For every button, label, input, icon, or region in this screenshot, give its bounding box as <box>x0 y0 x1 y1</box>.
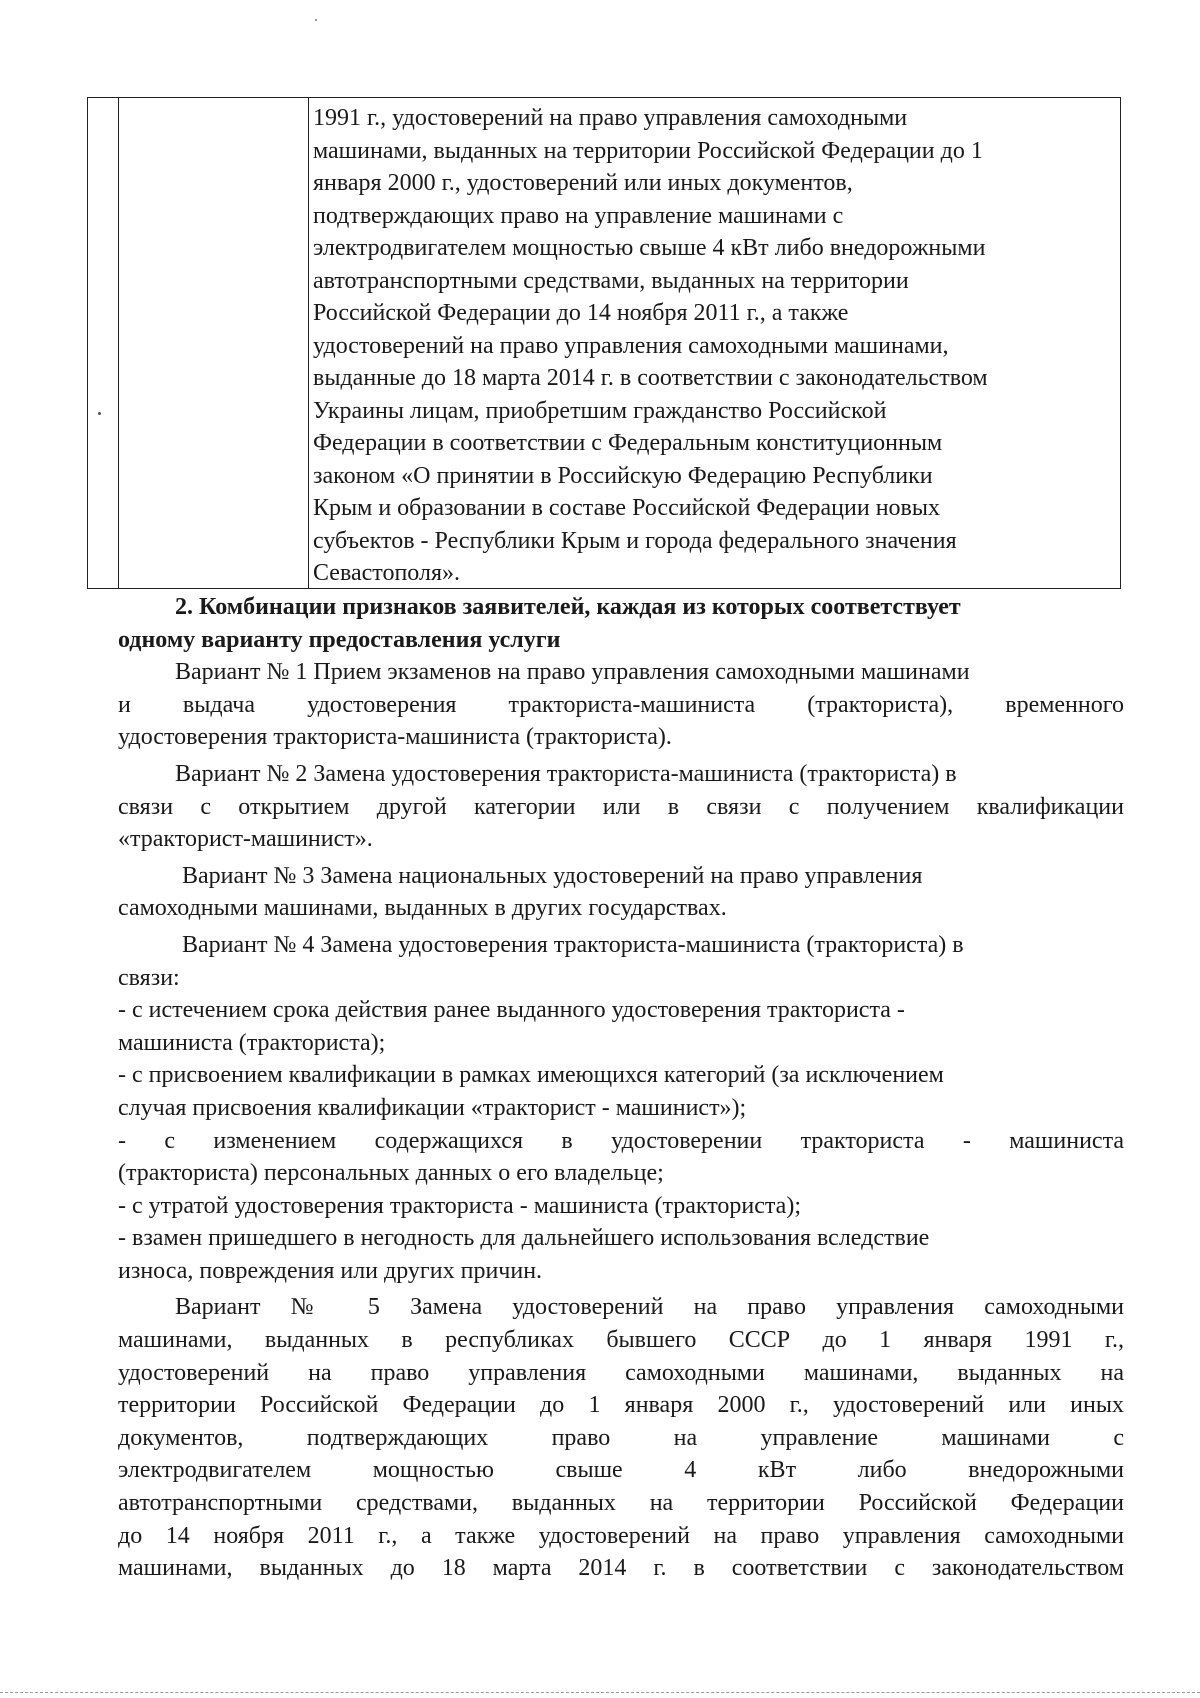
table-column-divider-2 <box>308 98 309 588</box>
heading-line: 2. Комбинации признаков заявителей, каждая из которых соответствует <box>175 594 961 620</box>
cell-line: субъектов - Республики Крым и города федерального значения <box>313 527 957 554</box>
table-column-divider-1 <box>118 98 119 588</box>
paragraph-line: документов, подтверждающих право на управление машинами с <box>118 1424 1124 1451</box>
list-item-line: - с присвоением квалификации в рамках имеющихся категорий (за исключением <box>118 1062 944 1089</box>
list-item-line: (тракториста) персональных данных о его владельце; <box>118 1160 664 1187</box>
cell-line: 1991 г., удостоверений на право управления самоходными <box>313 105 908 131</box>
variant-5-paragraph <box>118 1291 1124 1584</box>
scan-speck <box>98 412 101 415</box>
table-fragment <box>87 97 1121 589</box>
paragraph-line: Вариант № 3 Замена национальных удостоверений на право управления <box>182 862 923 889</box>
cell-line: подтверждающих право на управление машинами с <box>313 202 844 229</box>
list-item-line: - с утратой удостоверения тракториста - машиниста (тракториста); <box>118 1192 801 1219</box>
list-item-line: износа, повреждения или других причин. <box>118 1257 543 1284</box>
list-item-line: - взамен пришедшего в негодность для дальнейшего использования вследствие <box>118 1225 930 1252</box>
heading-line: одному варианту предоставления услуги <box>118 626 561 653</box>
paragraph-line: удостоверения тракториста-машиниста (тракториста). <box>118 724 672 751</box>
cell-line: выданные до 18 марта 2014 г. в соответствии с законодательством <box>313 365 988 391</box>
paragraph-line: Вариант № 1 Прием экзаменов на право управления самоходными машинами <box>175 659 970 686</box>
paragraph-line: удостоверений на право управления самоходными машинами, выданных на <box>118 1359 1124 1386</box>
cell-line: Федерации в соответствии с Федеральным конституционным <box>313 430 943 456</box>
paragraph-line: автотранспортными средствами, выданных на территории Российской Федерации <box>118 1490 1124 1517</box>
variant-1-paragraph <box>118 656 1124 754</box>
paragraph-line: самоходными машинами, выданных в других государствах. <box>118 895 727 922</box>
cell-line: Севастополя». <box>313 560 460 586</box>
section-heading <box>118 591 1124 656</box>
variant-2-paragraph <box>118 758 1124 856</box>
cell-line: января 2000 г., удостоверений или иных документов, <box>313 170 853 196</box>
paragraph-line: Вариант № 2 Замена удостоверения тракториста-машиниста (тракториста) в <box>175 760 957 787</box>
paragraph-line: и выдача удостоверения тракториста-машиниста (тракториста), временного <box>118 691 1124 718</box>
cell-line: автотранспортными средствами, выданных на территории <box>313 267 909 294</box>
cell-line: машинами, выданных на территории Российской Федерации до 1 <box>313 137 983 164</box>
list-item-line: - с изменением содержащихся в удостоверении тракториста - машиниста <box>118 1127 1124 1154</box>
cell-line: Крым и образовании в составе Российской Федерации новых <box>313 495 940 521</box>
table-cell-text <box>313 102 1123 590</box>
paragraph-line: до 14 ноября 2011 г., а также удостоверений на право управления самоходными <box>118 1522 1124 1549</box>
document-body <box>118 591 1124 1585</box>
paragraph-line: электродвигателем мощностью свыше 4 кВт либо внедорожными <box>118 1457 1124 1484</box>
list-item-line: - с истечением срока действия ранее выданного удостоверения тракториста - <box>118 997 905 1024</box>
paragraph-line: Вариант № 4 Замена удостоверения тракториста-машиниста (тракториста) в <box>182 931 964 958</box>
cell-line: законом «О принятии в Российскую Федерацию Республики <box>313 462 933 489</box>
cell-line: Украины лицам, приобретшим гражданство Российской <box>313 397 887 424</box>
list-item-line: машиниста (тракториста); <box>118 1029 386 1056</box>
paragraph-line: связи с открытием другой категории или в связи с получением квалификации <box>118 793 1124 820</box>
scan-speck <box>315 19 317 21</box>
paragraph-line: Вариант № 5 Замена удостоверений на право управления самоходными <box>175 1294 1124 1321</box>
cell-line: удостоверений на право управления самоходными машинами, <box>313 332 949 359</box>
paragraph-line: территории Российской Федерации до 1 января 2000 г., удостоверений или иных <box>118 1392 1124 1419</box>
variant-3-paragraph <box>118 860 1124 925</box>
page-bottom-edge <box>0 1692 1200 1693</box>
list-item-line: случая присвоения квалификации «тракторист - машинист»); <box>118 1094 747 1121</box>
paragraph-line: машинами, выданных до 18 марта 2014 г. в соответствии с законодательством <box>118 1555 1124 1582</box>
paragraph-line: «тракторист-машинист». <box>118 826 373 853</box>
cell-line: Российской Федерации до 14 ноября 2011 г., а также <box>313 300 849 326</box>
paragraph-line: связи: <box>118 964 180 991</box>
paragraph-line: машинами, выданных в республиках бывшего СССР до 1 января 1991 г., <box>118 1327 1124 1354</box>
variant-4-paragraph <box>118 929 1124 1288</box>
cell-line: электродвигателем мощностью свыше 4 кВт либо внедорожными <box>313 235 986 261</box>
